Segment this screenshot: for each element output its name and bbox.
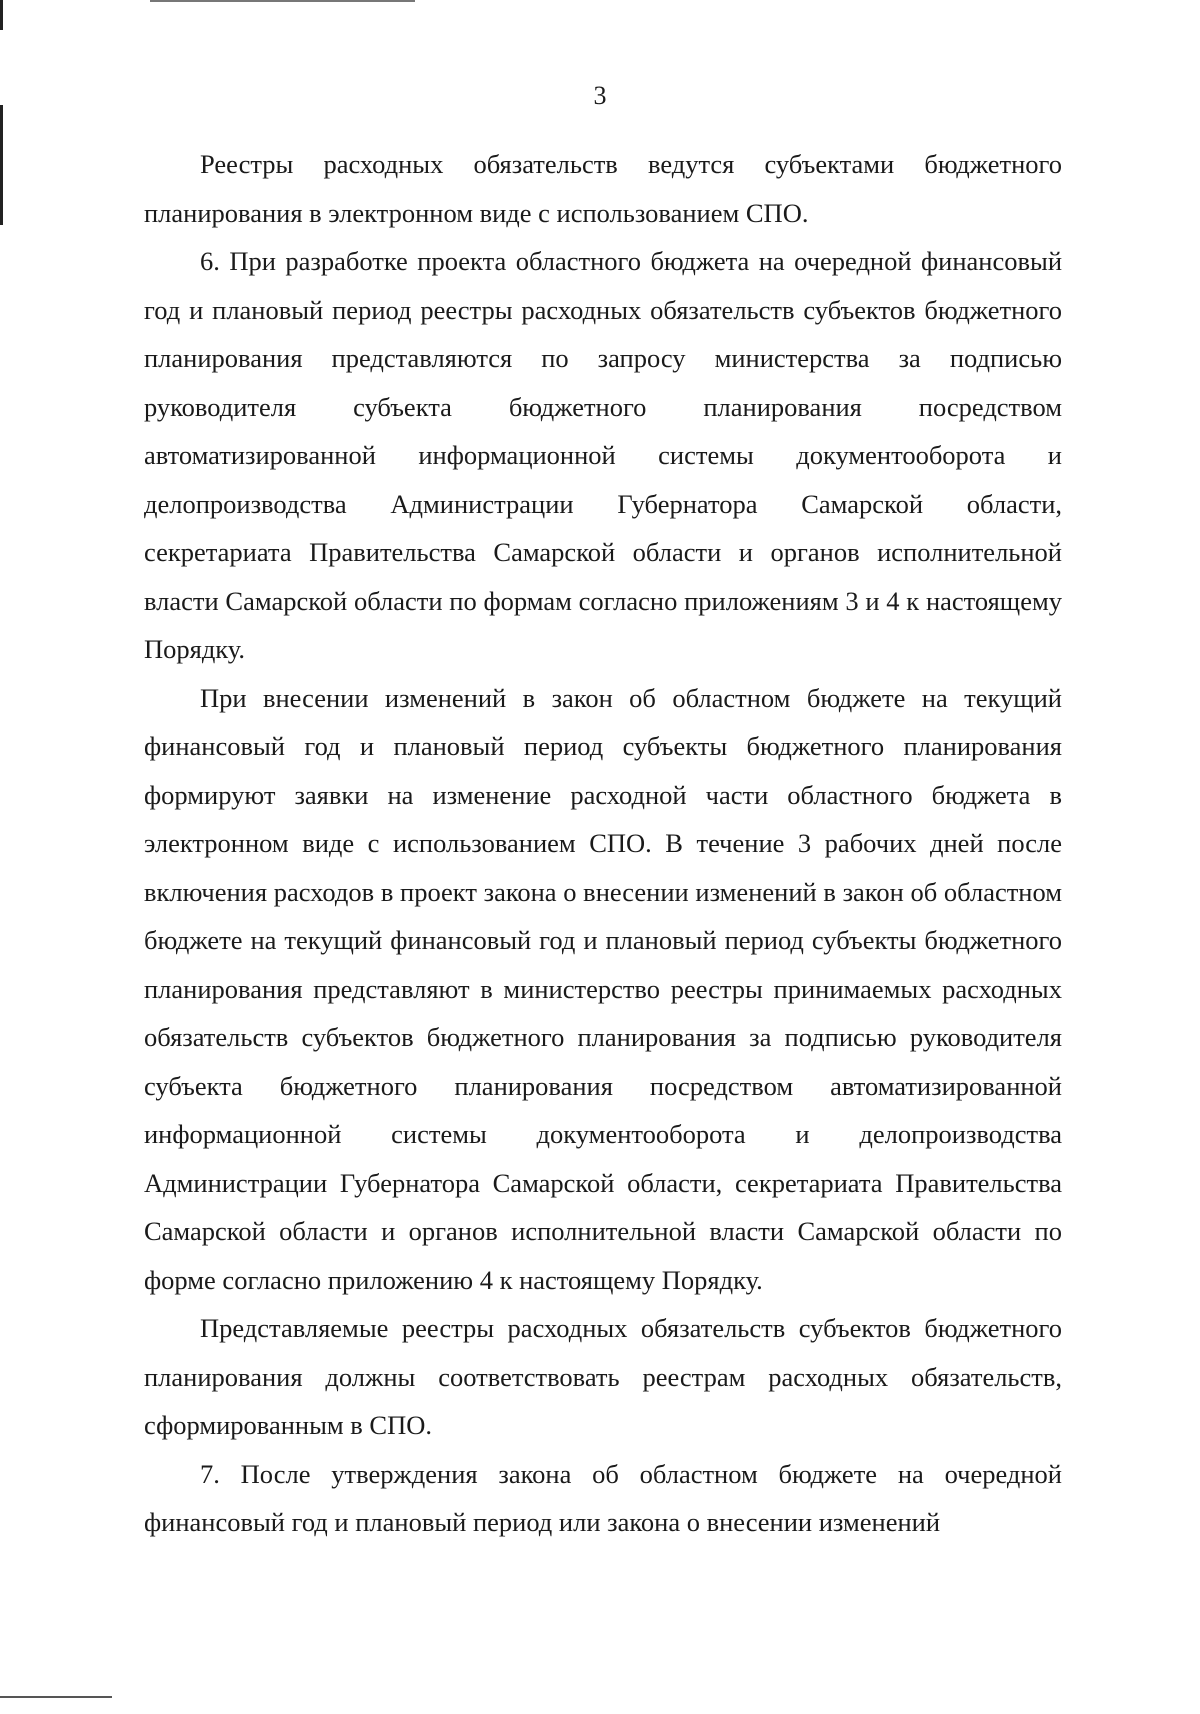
scan-artifact-left-mark	[0, 0, 3, 30]
document-body	[144, 140, 1062, 1547]
scan-artifact-left-mark	[0, 105, 3, 225]
page-number: 3	[593, 81, 607, 110]
paragraph-item-7: 7. После утверждения закона об областном бюджете на очередной финансовый год и плановый период или закона о внесении изменений	[144, 1458, 1062, 1537]
paragraph-budget-changes: При внесении изменений в закон об областном бюджете на текущий финансовый год и плановый период субъекты бюджетного планирования формируют заявки на изменение расходной части областного бюджета в электронном виде с использованием СПО. В течение 3 рабочих дней после включения расходов в проект закона о внесении изменений в закон об областном бюджете на текущий финансовый год и плановый период субъекты бюджетного планирования представляют в министерство реестры принимаемых расходных обязательств субъектов бюджетного планирования за подписью руководителя субъекта бюджетного планирования посредством автоматизированной информационной системы документооборота и делопроизводства Администрации Губернатора Самарской области, секретариата Правительства Самарской области и органов исполнительной власти Самарской области по форме согласно приложению 4 к настоящему Порядку.	[144, 682, 1062, 1295]
paragraph-registry-compliance: Представляемые реестры расходных обязательств субъектов бюджетного планирования должны соответствовать реестрам расходных обязательств, сформированным в СПО.	[144, 1313, 1062, 1440]
scan-artifact-bottom-line	[0, 1696, 112, 1698]
scan-artifact-top-line	[150, 0, 415, 2]
paragraph-item-6: 6. При разработке проекта областного бюджета на очередной финансовый год и плановый период реестры расходных обязательств субъектов бюджетного планирования представляются по запросу министерства за подписью руководителя субъекта бюджетного планирования посредством автоматизированной информационной системы документооборота и делопроизводства Администрации Губернатора Самарской области, секретариата Правительства Самарской области и органов исполнительной власти Самарской области по формам согласно приложениям 3 и 4 к настоящему Порядку.	[144, 246, 1062, 664]
paragraph-registry-maintenance: Реестры расходных обязательств ведутся субъектами бюджетного планирования в электронном виде с использованием СПО.	[144, 149, 1062, 228]
